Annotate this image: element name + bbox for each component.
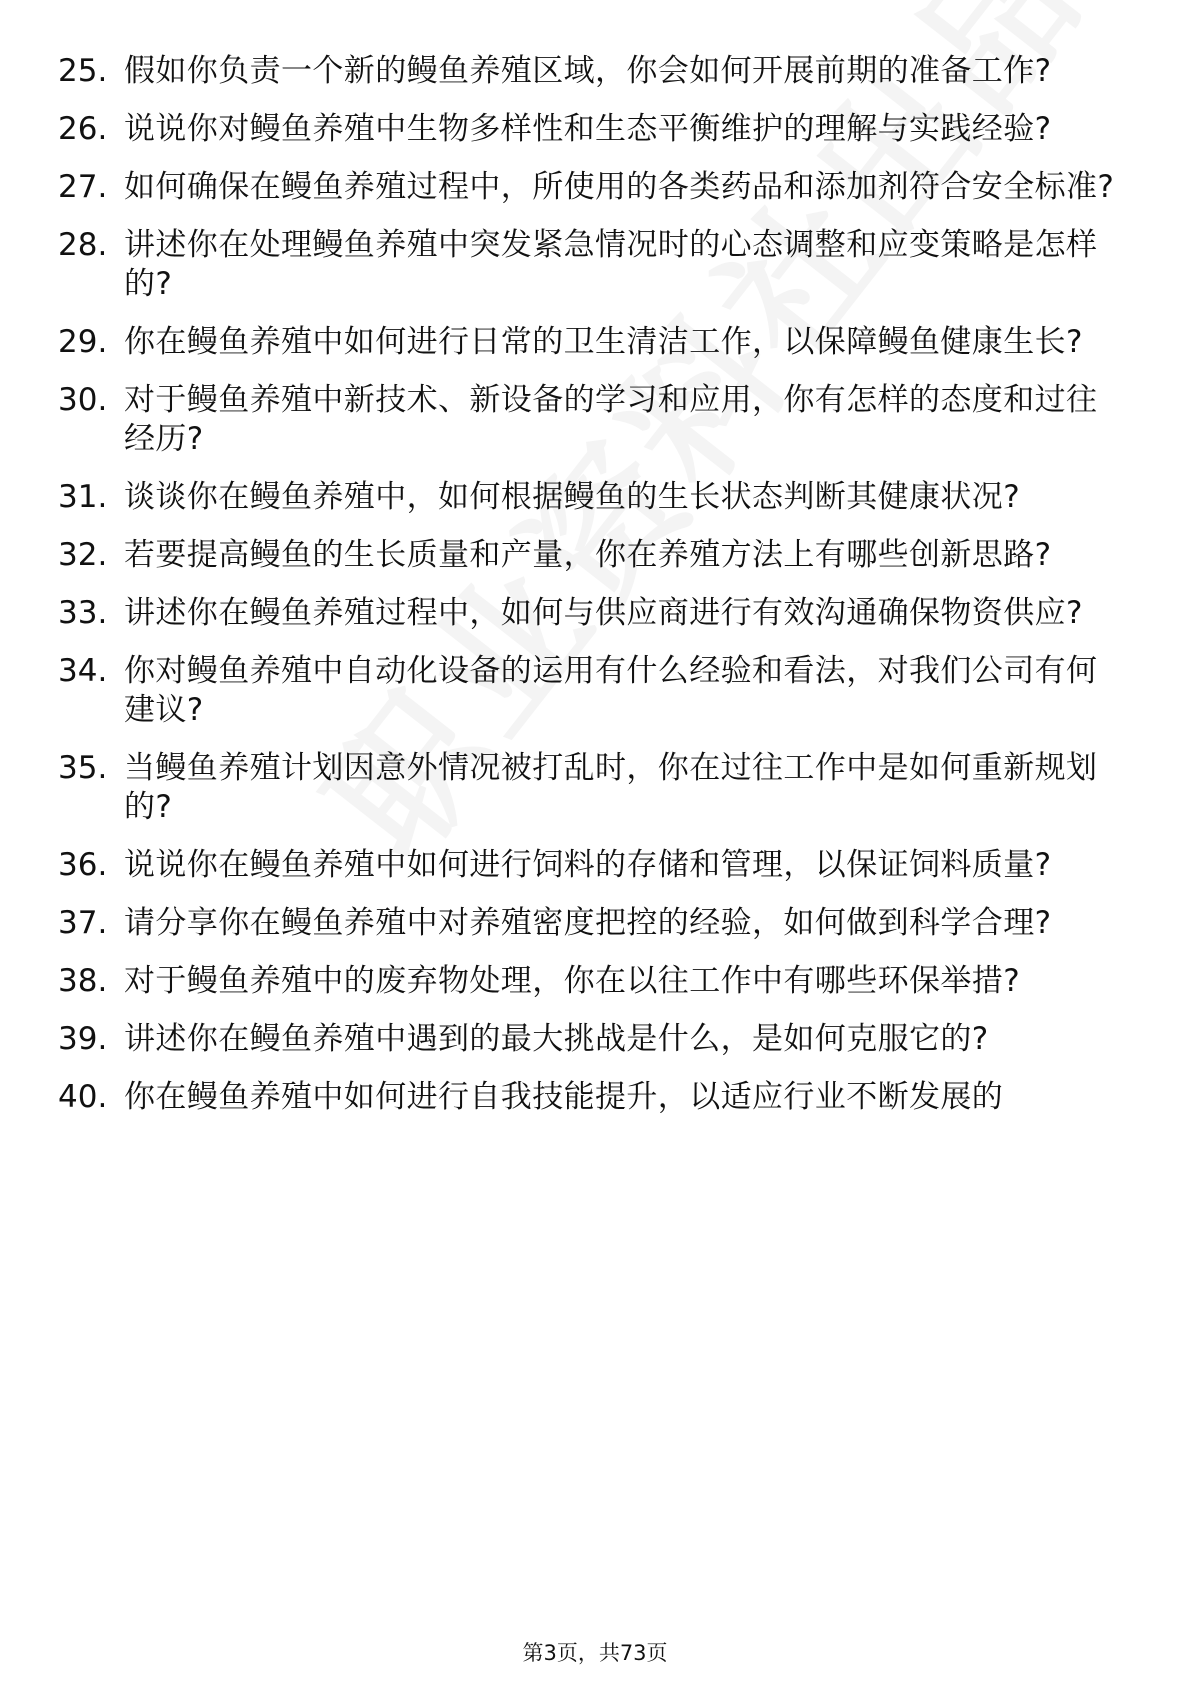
question-text: 讲述你在鳗鱼养殖过程中，如何与供应商进行有效沟通确保物资供应? bbox=[124, 595, 1083, 631]
question-item bbox=[58, 846, 1118, 885]
question-text: 对于鳗鱼养殖中新技术、新设备的学习和应用，你有怎样的态度和过往经历? bbox=[124, 382, 1098, 457]
question-text: 讲述你在处理鳗鱼养殖中突发紧急情况时的心态调整和应变策略是怎样的? bbox=[124, 227, 1098, 302]
question-text: 请分享你在鳗鱼养殖中对养殖密度把控的经验，如何做到科学合理? bbox=[124, 905, 1052, 941]
question-text: 你对鳗鱼养殖中自动化设备的运用有什么经验和看法，对我们公司有何建议? bbox=[124, 653, 1098, 728]
question-number: 40. bbox=[58, 1079, 108, 1115]
question-item bbox=[58, 52, 1118, 91]
question-text: 你在鳗鱼养殖中如何进行日常的卫生清洁工作，以保障鳗鱼健康生长? bbox=[124, 324, 1083, 360]
question-text: 讲述你在鳗鱼养殖中遇到的最大挑战是什么，是如何克服它的? bbox=[124, 1021, 989, 1057]
question-number: 36. bbox=[58, 847, 108, 883]
question-item bbox=[58, 1078, 1118, 1117]
question-text: 你在鳗鱼养殖中如何进行自我技能提升，以适应行业不断发展的 bbox=[124, 1079, 1004, 1115]
question-text: 假如你负责一个新的鳗鱼养殖区域，你会如何开展前期的准备工作? bbox=[124, 53, 1052, 89]
question-text: 若要提高鳗鱼的生长质量和产量，你在养殖方法上有哪些创新思路? bbox=[124, 537, 1052, 573]
question-text: 说说你在鳗鱼养殖中如何进行饲料的存储和管理，以保证饲料质量? bbox=[124, 847, 1052, 883]
question-item bbox=[58, 110, 1118, 149]
question-number: 34. bbox=[58, 653, 108, 689]
question-number: 39. bbox=[58, 1021, 108, 1057]
question-item bbox=[58, 478, 1118, 517]
question-text: 当鳗鱼养殖计划因意外情况被打乱时，你在过往工作中是如何重新规划的? bbox=[124, 750, 1098, 825]
question-number: 32. bbox=[58, 537, 108, 573]
question-item bbox=[58, 652, 1118, 730]
question-item bbox=[58, 226, 1118, 304]
question-number: 26. bbox=[58, 111, 108, 147]
page-footer: 第3页，共73页 bbox=[522, 1641, 668, 1665]
question-text: 如何确保在鳗鱼养殖过程中，所使用的各类药品和添加剂符合安全标准? bbox=[124, 169, 1115, 205]
question-item bbox=[58, 381, 1118, 459]
question-list bbox=[58, 52, 1118, 1136]
question-number: 27. bbox=[58, 169, 108, 205]
question-number: 31. bbox=[58, 479, 108, 515]
question-text: 谈谈你在鳗鱼养殖中，如何根据鳗鱼的生长状态判断其健康状况? bbox=[124, 479, 1021, 515]
question-item bbox=[58, 594, 1118, 633]
question-item bbox=[58, 1020, 1118, 1059]
question-item bbox=[58, 962, 1118, 1001]
question-number: 37. bbox=[58, 905, 108, 941]
question-item bbox=[58, 168, 1118, 207]
question-text: 对于鳗鱼养殖中的废弃物处理，你在以往工作中有哪些环保举措? bbox=[124, 963, 1021, 999]
question-item bbox=[58, 749, 1118, 827]
question-number: 30. bbox=[58, 382, 108, 418]
question-number: 33. bbox=[58, 595, 108, 631]
question-number: 28. bbox=[58, 227, 108, 263]
question-number: 29. bbox=[58, 324, 108, 360]
question-number: 35. bbox=[58, 750, 108, 786]
question-text: 说说你对鳗鱼养殖中生物多样性和生态平衡维护的理解与实践经验? bbox=[124, 111, 1052, 147]
question-item bbox=[58, 904, 1118, 943]
question-item bbox=[58, 536, 1118, 575]
question-number: 38. bbox=[58, 963, 108, 999]
question-item bbox=[58, 323, 1118, 362]
question-number: 25. bbox=[58, 53, 108, 89]
